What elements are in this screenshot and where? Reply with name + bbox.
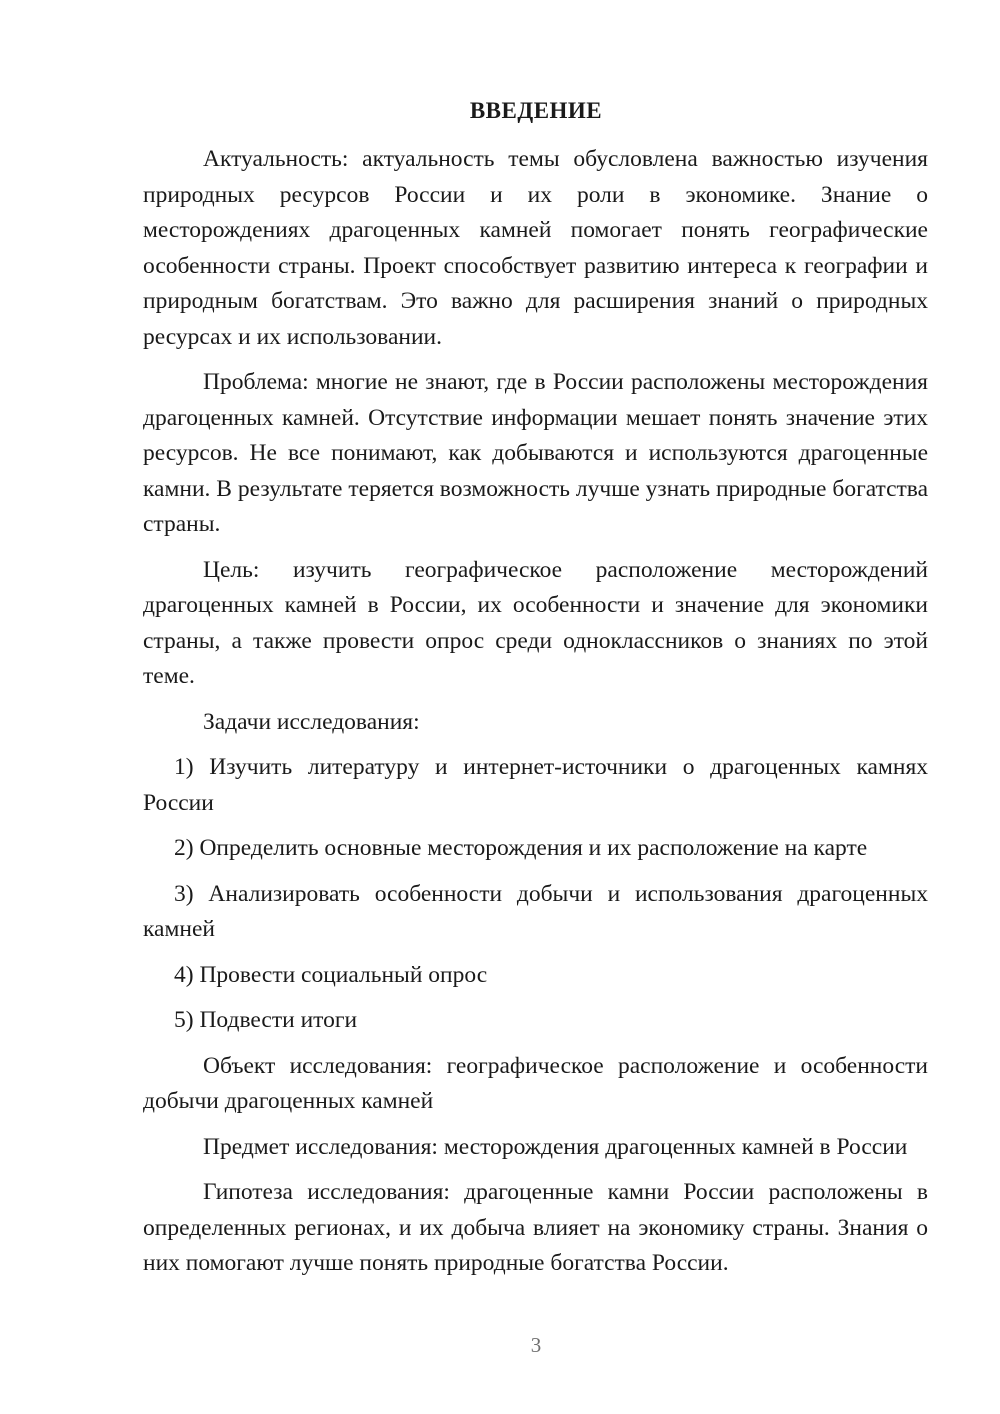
object-paragraph: Объект исследования: географическое расположение и особенности добычи драгоценных камней [143,1052,928,1114]
task-item-4: 4) Провести социальный опрос [174,961,488,988]
goal-paragraph: Цель: изучить географическое расположение месторождений драгоценных камней в России, их особенности и значение для экономики страны, а также провести опрос среди одноклассников о знаниях по этой теме. [143,556,928,689]
subject-paragraph: Предмет исследования: месторождения драгоценных камней в России [203,1133,908,1160]
hypothesis-paragraph: Гипотеза исследования: драгоценные камни России расположены в определенных регионах, и их добыча влияет на экономику страны. Знания о них помогают лучше понять природные богатства России. [143,1179,928,1276]
task-item-1: 1) Изучить литературу и интернет-источники о драгоценных камнях России [143,754,928,816]
page-number: 3 [530,1333,542,1357]
tasks-heading: Задачи исследования: [203,708,420,735]
document-body [143,142,928,1292]
problem-paragraph: Проблема: многие не знают, где в России расположены месторождения драгоценных камней. Отсутствие информации мешает понять значение этих ресурсов. Не все понимают, как добываются и используются драгоценные камни. В результате теряется возможность лучше узнать природные богатства страны. [143,369,928,537]
task-item-5: 5) Подвести итоги [174,1007,358,1033]
task-item-2: 2) Определить основные месторождения и их расположение на карте [174,835,868,861]
relevance-paragraph: Актуальность: актуальность темы обусловлена важностью изучения природных ресурсов России и их роли в экономике. Знание о месторождениях драгоценных камней помогает понять географические особенности страны. Проект способствует развитию интереса к географии и природным богатствам. Это важно для расширения знаний о природных ресурсах и их использовании. [143,146,928,350]
task-item-3: 3) Анализировать особенности добычи и использования драгоценных камней [143,880,928,942]
page-title: ВВЕДЕНИЕ [469,98,603,123]
